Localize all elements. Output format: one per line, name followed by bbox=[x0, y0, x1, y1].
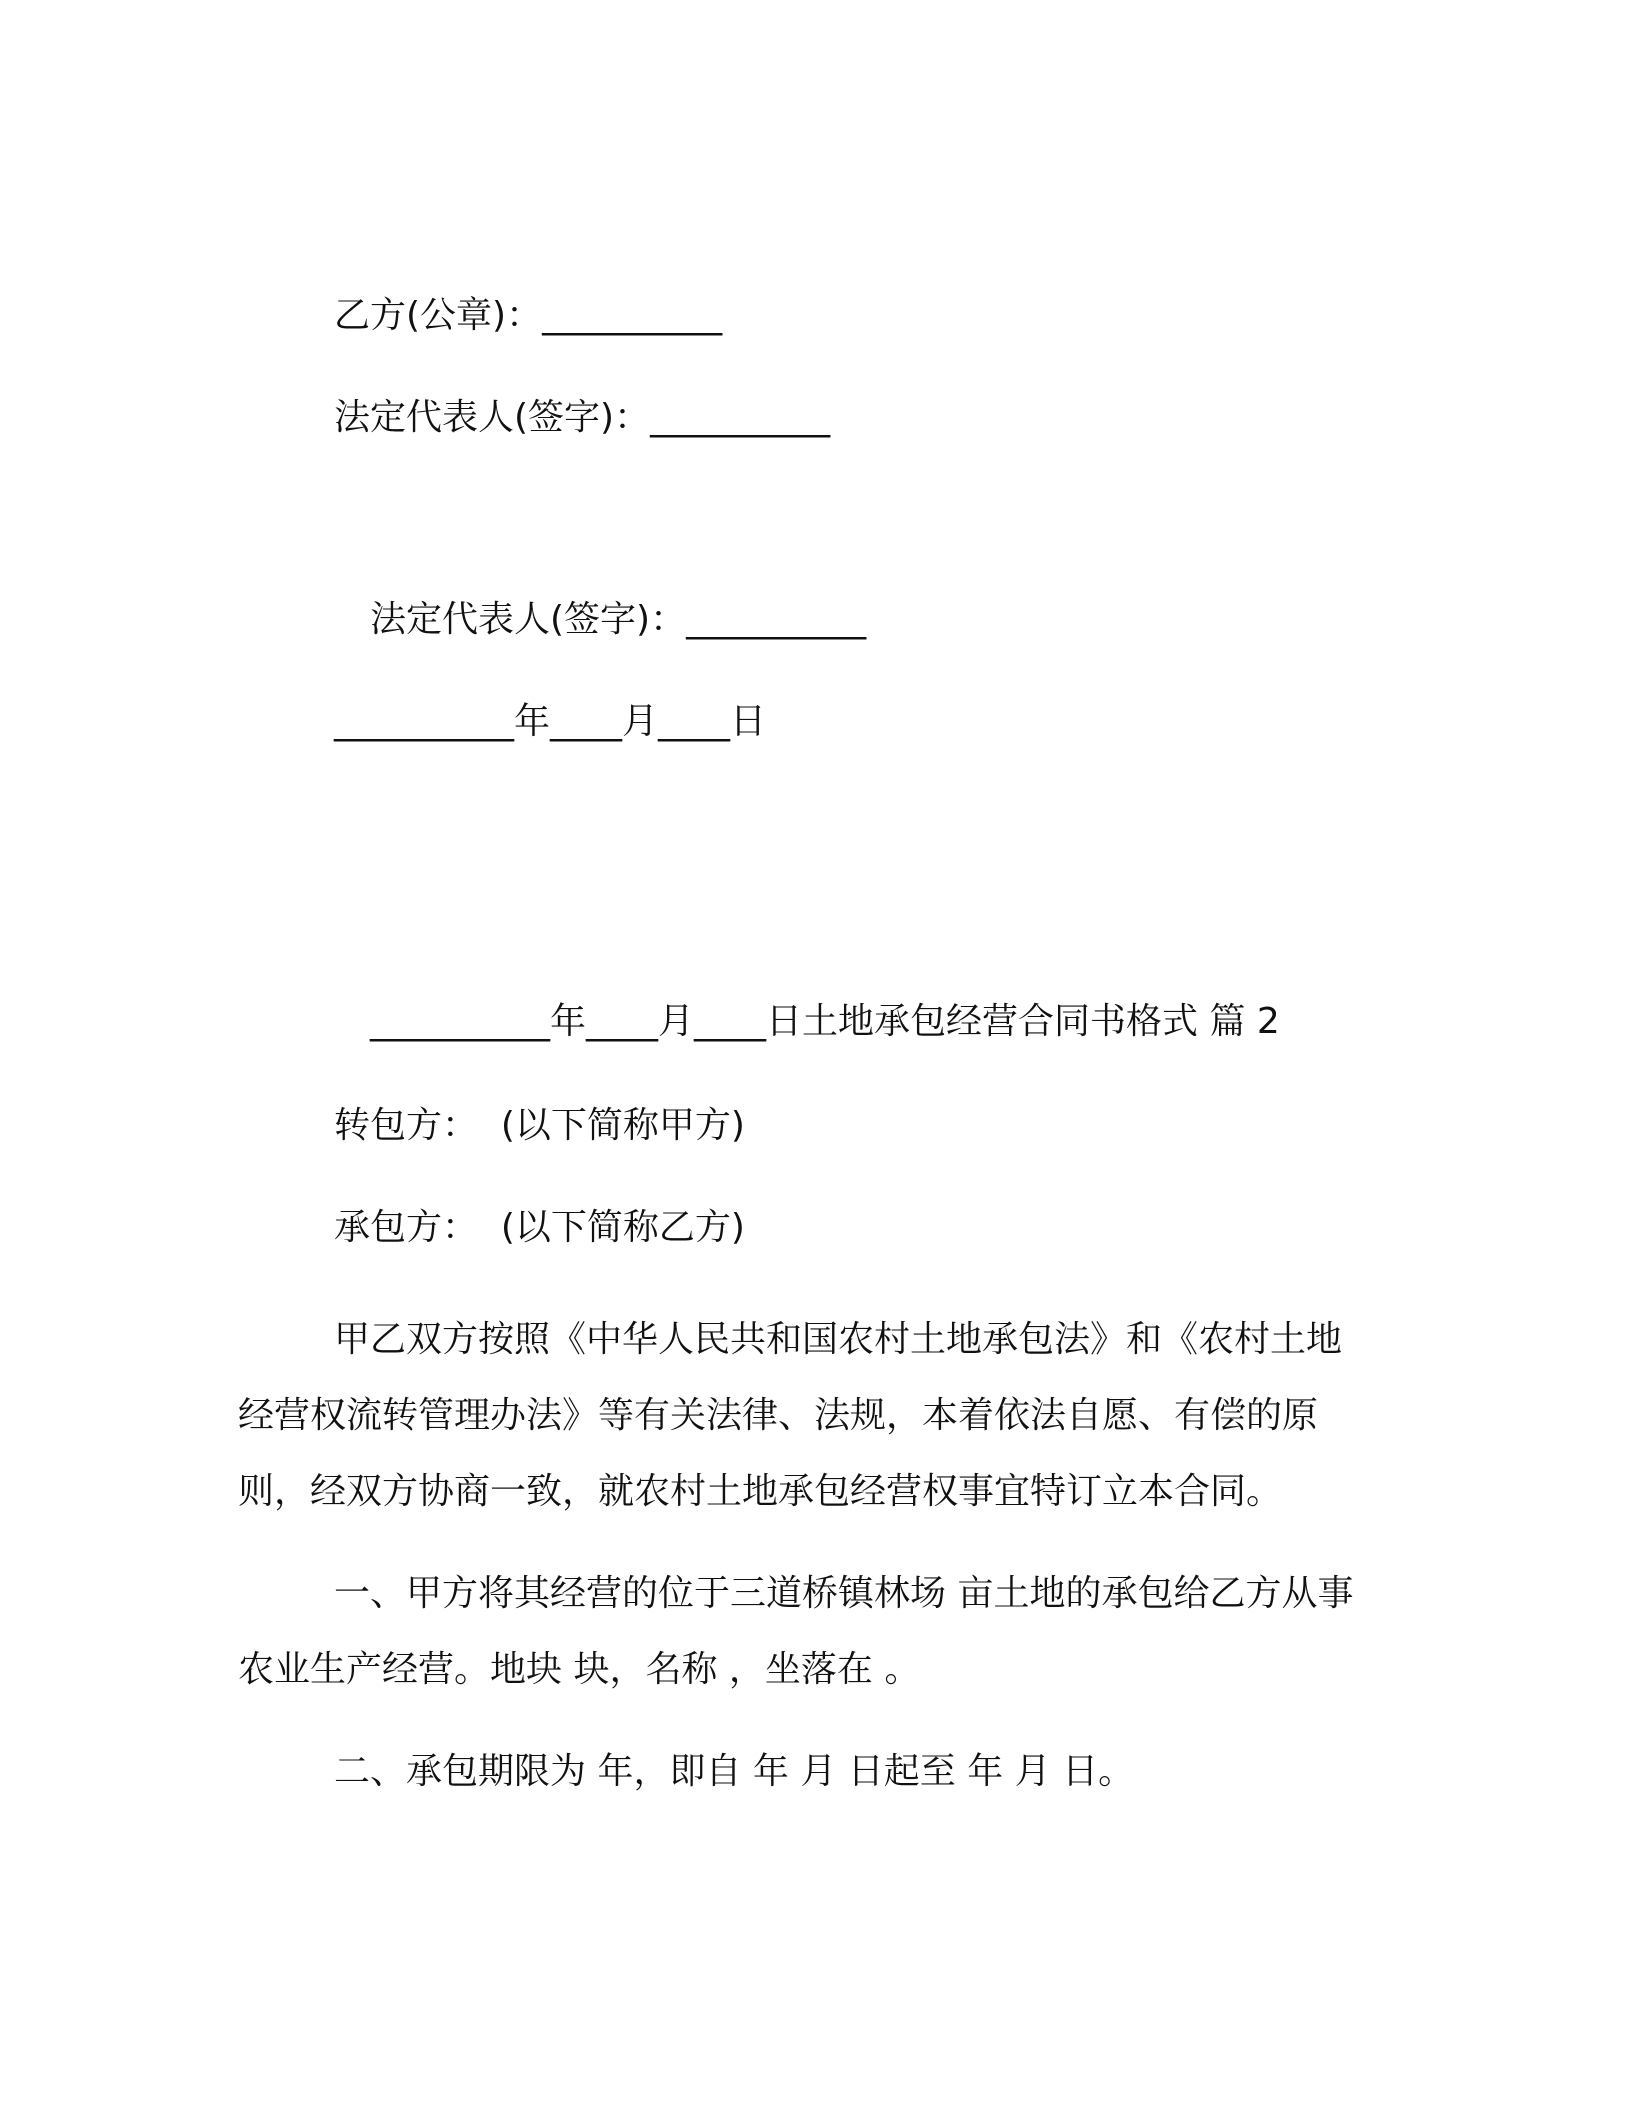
legal-representative-signature-line: 法定代表人(签字)：__________ bbox=[334, 397, 831, 438]
clause-1-paragraph bbox=[238, 1556, 1398, 1708]
legal-representative-signature-line-2: 法定代表人(签字)：__________ bbox=[370, 599, 867, 640]
clause-2-paragraph bbox=[238, 1734, 1398, 1810]
preamble-line: 则，经双方协商一致，就农村土地承包经营权事宜特订立本合同。 bbox=[238, 1471, 1283, 1512]
preamble-line: 甲乙双方按照《中华人民共和国农村土地承包法》和《农村土地 bbox=[334, 1319, 1343, 1360]
party-b-seal-line: 乙方(公章)：__________ bbox=[334, 295, 723, 336]
clause-line: 一、甲方将其经营的位于三道桥镇林场 亩土地的承包给乙方从事 bbox=[334, 1573, 1354, 1614]
transferor-party-line: 转包方： (以下简称甲方) bbox=[334, 1105, 745, 1146]
signature-date-line: __________年____月____日 bbox=[334, 701, 766, 742]
contractor-party-line: 承包方： (以下简称乙方) bbox=[334, 1207, 745, 1248]
preamble-paragraph bbox=[238, 1302, 1398, 1530]
section-title: __________年____月____日土地承包经营合同书格式 篇 2 bbox=[370, 1001, 1280, 1042]
clause-line: 农业生产经营。地块 块，名称 ，坐落在 。 bbox=[238, 1649, 921, 1690]
clause-line: 二、承包期限为 年，即自 年 月 日起至 年 月 日。 bbox=[334, 1751, 1135, 1792]
preamble-line: 经营权流转管理办法》等有关法律、法规，本着依法自愿、有偿的原 bbox=[238, 1395, 1319, 1436]
